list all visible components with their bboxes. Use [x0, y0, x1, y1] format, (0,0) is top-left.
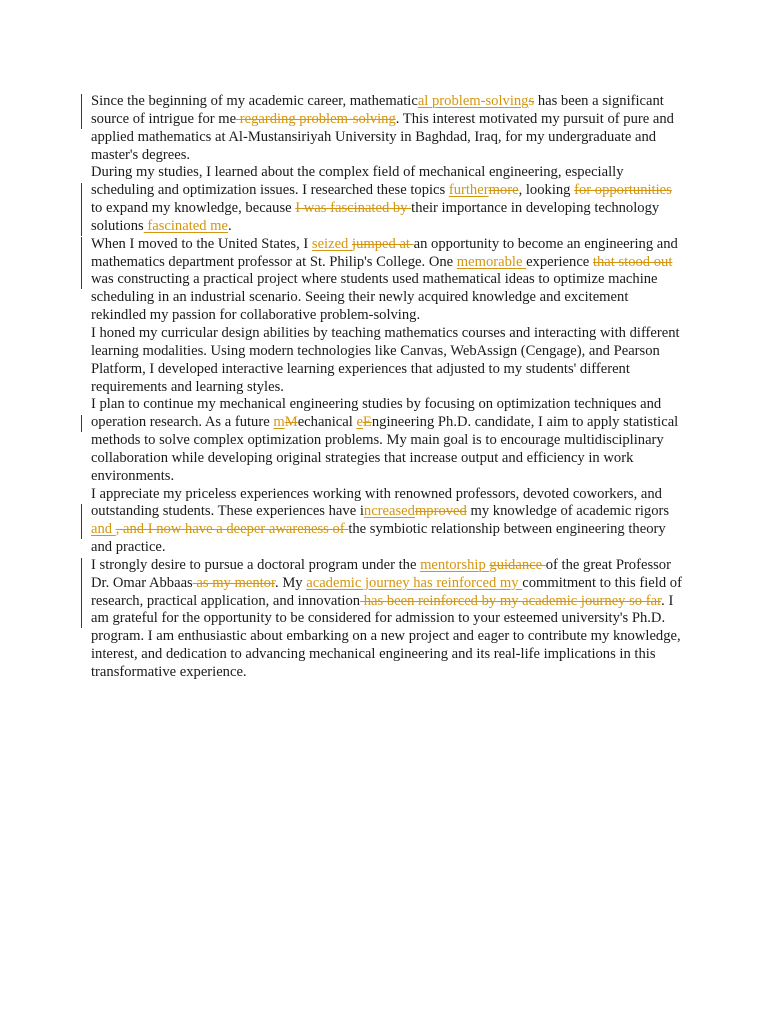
paragraph-text: During my studies, I learned about the complex field of mechanical engineering, especially scheduling and optimization issues. I researched these topics	[91, 164, 624, 199]
inserted-text[interactable]: m	[273, 414, 285, 431]
deleted-text[interactable]: as my mentor	[192, 574, 276, 591]
deleted-text[interactable]: that stood out	[592, 253, 673, 270]
inserted-text[interactable]: and	[91, 521, 116, 538]
paragraph-text: I plan to continue my mechanical engineering studies by focusing on optimization techniques and operation research. As a future	[91, 396, 662, 431]
document-body[interactable]	[91, 93, 685, 682]
paragraph	[91, 557, 685, 682]
inserted-text[interactable]: further	[448, 182, 489, 199]
paragraph-text: I strongly desire to pursue a doctoral program under the	[91, 556, 421, 573]
inserted-text[interactable]: al problem-solving	[417, 93, 529, 109]
deleted-text[interactable]: has been reinforced by my academic journey so far	[360, 592, 662, 609]
paragraph-text: , looking	[518, 182, 575, 199]
deleted-text[interactable]: s	[528, 93, 535, 109]
deleted-text[interactable]: mproved	[414, 503, 467, 520]
paragraph-text: .	[228, 217, 232, 234]
paragraph	[91, 486, 685, 557]
paragraph	[91, 396, 685, 485]
paragraph-text: I appreciate my priceless experiences working with renowned professors, devoted coworkers, and outstanding students. These experiences have i	[91, 485, 662, 520]
paragraph-text: . My	[275, 574, 307, 591]
paragraph	[91, 93, 685, 164]
paragraph-text: . I am grateful for the opportunity to be considered for admission to your esteemed university's Ph.D. program. I am enthusiastic about embarking on a new project and eager to contribute my knowledge, interest, and dedication to advancing mechanical engineering and its real-life implications in this transformative experience.	[91, 592, 681, 680]
paragraph-text: When I moved to the United States, I	[91, 235, 312, 252]
paragraph-text: experience	[526, 253, 593, 270]
paragraph-text: . This interest motivated my pursuit of pure and applied mathematics at Al-Mustansiriyah University in Baghdad, Iraq, for my undergraduate and master's degrees.	[91, 110, 674, 163]
paragraph-text: echanical	[297, 414, 357, 431]
paragraph-text: their importance in developing technology solutions	[91, 200, 660, 234]
paragraph-text: I honed my curricular design abilities by teaching mathematics courses and interacting with different learning modalities. Using modern technologies like Canvas, WebAssign (Cengage), and Pearson Platform, I developed interactive learning experiences that adjusted to my students' different requirements and learning styles.	[91, 324, 680, 395]
change-bar	[81, 94, 82, 129]
inserted-text[interactable]: mentorship	[420, 556, 490, 573]
paragraph-text: Since the beginning of my academic career, mathematic	[91, 93, 418, 109]
paragraph-text: was constructing a practical project where students used mathematical ideas to optimize machine scheduling in an industrial scenario. Seeing their newly acquired knowledge and excitement rekindled my passion for collaborative problem-solving.	[91, 271, 658, 324]
deleted-text[interactable]: regarding problem-solving	[236, 110, 396, 127]
deleted-text[interactable]: guidance	[489, 556, 546, 573]
paragraph	[91, 164, 685, 235]
change-bar	[81, 237, 82, 290]
change-bar	[81, 504, 82, 539]
paragraph-text: the symbiotic relationship between engineering theory and practice.	[91, 521, 666, 556]
inserted-text[interactable]: academic journey has reinforced my	[306, 574, 523, 591]
paragraph-text: my knowledge of academic rigors	[466, 503, 670, 520]
deleted-text[interactable]: I was fascinated by	[295, 200, 412, 217]
inserted-text[interactable]: e	[356, 414, 363, 431]
deleted-text[interactable]: , and I now have a deeper awareness of	[115, 521, 349, 538]
deleted-text[interactable]: more	[488, 182, 519, 199]
paragraph-text: an opportunity to become an engineering and mathematics department professor at St. Philip's College. One	[91, 235, 678, 270]
deleted-text[interactable]: E	[362, 414, 372, 431]
change-bar	[81, 183, 82, 236]
inserted-text[interactable]: memorable	[456, 253, 527, 270]
paragraph-text: ngineering Ph.D. candidate, I aim to apply statistical methods to solve complex optimization problems. My main goal is to encourage multidisciplinary collaboration while developing original strategies that increase output and efficiency in work environments.	[91, 414, 679, 484]
inserted-text[interactable]: fascinated me	[143, 217, 228, 234]
change-bar	[81, 558, 82, 628]
deleted-text[interactable]: jumped at	[352, 235, 414, 252]
inserted-text[interactable]: ncreased	[363, 503, 415, 520]
paragraph	[91, 236, 685, 325]
inserted-text[interactable]: seized	[311, 235, 353, 252]
paragraph-text: of the great Professor Dr. Omar Abbaas	[91, 556, 671, 591]
paragraph-text: commitment to this field of research, practical application, and innovation	[91, 574, 682, 609]
paragraph	[91, 325, 685, 396]
deleted-text[interactable]: for opportunities	[574, 182, 672, 199]
paragraph-text: to expand my knowledge, because	[91, 200, 296, 217]
deleted-text[interactable]: M	[284, 414, 298, 431]
paragraph-text: has been a significant source of intrigue for me	[91, 93, 664, 127]
change-bar	[81, 415, 82, 432]
